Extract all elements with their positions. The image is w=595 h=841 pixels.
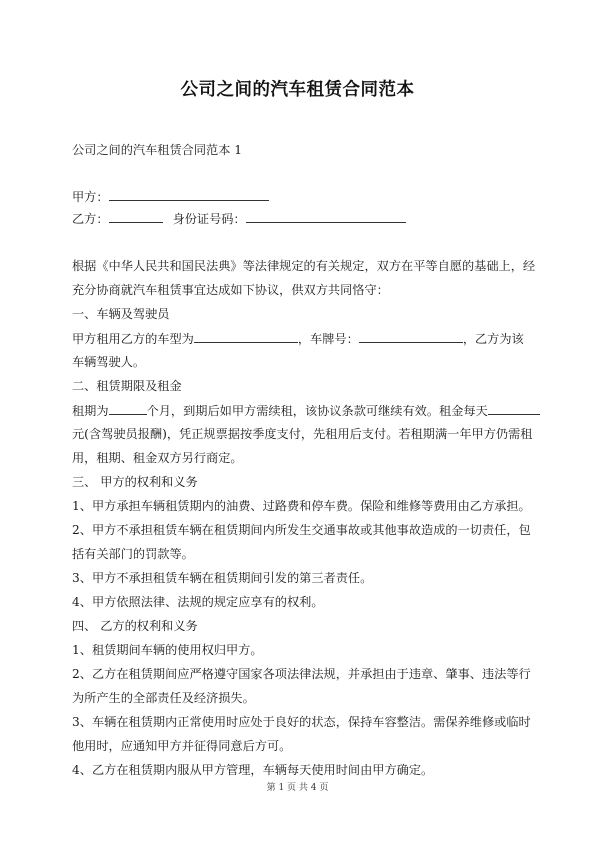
term-blank <box>109 402 147 415</box>
party-a-blank <box>109 188 269 201</box>
party-b-line <box>72 210 524 227</box>
term-text: 个月，到期后如甲方需续租，该协议条款可继续有效。租金每天 <box>146 404 488 418</box>
section-3-item-1: 1、甲方承担车辆租赁期内的油费、过路费和停车费。保险和维修等费用由乙方承担。 <box>72 499 531 513</box>
section-4-item-2-line-1: 2、乙方在租赁期间应严格遵守国家各项法律法规，并承担由于违章、肇事、违法等行 <box>72 667 531 681</box>
plate-number-label: ，车牌号： <box>297 332 359 346</box>
section-2-para-2: 元(含驾驶员报酬)，凭正规票据按季度支付，先租用后支付。若租期满一年甲方仍需租 <box>72 427 533 441</box>
party-b-label: 乙方： <box>72 212 109 226</box>
section-4-item-3-line-1: 3、车辆在租赁期内正常使用时应处于良好的状态，保持车容整洁。需保养维修或临时 <box>72 715 531 729</box>
daily-rent-blank <box>488 402 540 415</box>
id-number-blank <box>246 210 406 223</box>
section-4-item-2-line-2: 为所产生的全部责任及经济损失。 <box>72 691 255 705</box>
section-3-item-4: 4、甲方依照法律、法规的规定应享有的权利。 <box>72 595 324 609</box>
party-a-label: 甲方： <box>72 190 109 204</box>
id-number-label: 身份证号码： <box>172 212 246 226</box>
section-2-para-3: 用，租期、租金双方另行商定。 <box>72 451 243 465</box>
intro-line-2: 充分协商就汽车租赁事宜达成如下协议，供双方共同恪守： <box>72 283 389 297</box>
section-1-para-2: 车辆驾驶人。 <box>72 355 146 369</box>
section-4-heading: 四、 乙方的权利和义务 <box>72 619 198 633</box>
section-4-item-3-line-2: 他用时，应通知甲方并征得同意后方可。 <box>72 739 292 753</box>
section-3-item-2-line-2: 括有关部门的罚款等。 <box>72 547 194 561</box>
document-subtitle: 公司之间的汽车租赁合同范本 1 <box>72 143 243 157</box>
section-4-item-4: 4、乙方在租赁期内服从甲方管理，车辆每天使用时间由甲方确定。 <box>72 763 434 777</box>
section-2-heading: 二、租赁期限及租金 <box>72 379 182 393</box>
section-4-item-1: 1、租赁期间车辆的使用权归甲方。 <box>72 643 263 657</box>
intro-line-1: 根据《中华人民共和国民法典》等法律规定的有关规定，双方在平等自愿的基础上，经 <box>72 259 536 273</box>
page-footer: 第 1 页 共 4 页 <box>266 783 329 793</box>
driver-text: ，乙方为该 <box>462 332 524 346</box>
section-1-para-1 <box>72 330 524 347</box>
party-a-line <box>72 188 524 205</box>
section-3-heading: 三、 甲方的权利和义务 <box>72 475 198 489</box>
car-model-blank <box>194 330 298 343</box>
section-1-heading: 一、车辆及驾驶员 <box>72 307 170 321</box>
section-3-item-3: 3、甲方不承担租赁车辆在租赁期间引发的第三者责任。 <box>72 571 373 585</box>
document-title: 公司之间的汽车租赁合同范本 <box>180 80 415 100</box>
party-b-blank <box>109 210 163 223</box>
car-model-label: 甲方租用乙方的车型为 <box>72 332 194 346</box>
section-3-item-2-line-1: 2、甲方不承担租赁车辆在租赁期间内所发生交通事故或其他事故造成的一切责任，包 <box>72 523 531 537</box>
plate-number-blank <box>359 330 463 343</box>
term-label: 租期为 <box>72 404 109 418</box>
section-2-para-1 <box>72 402 524 419</box>
